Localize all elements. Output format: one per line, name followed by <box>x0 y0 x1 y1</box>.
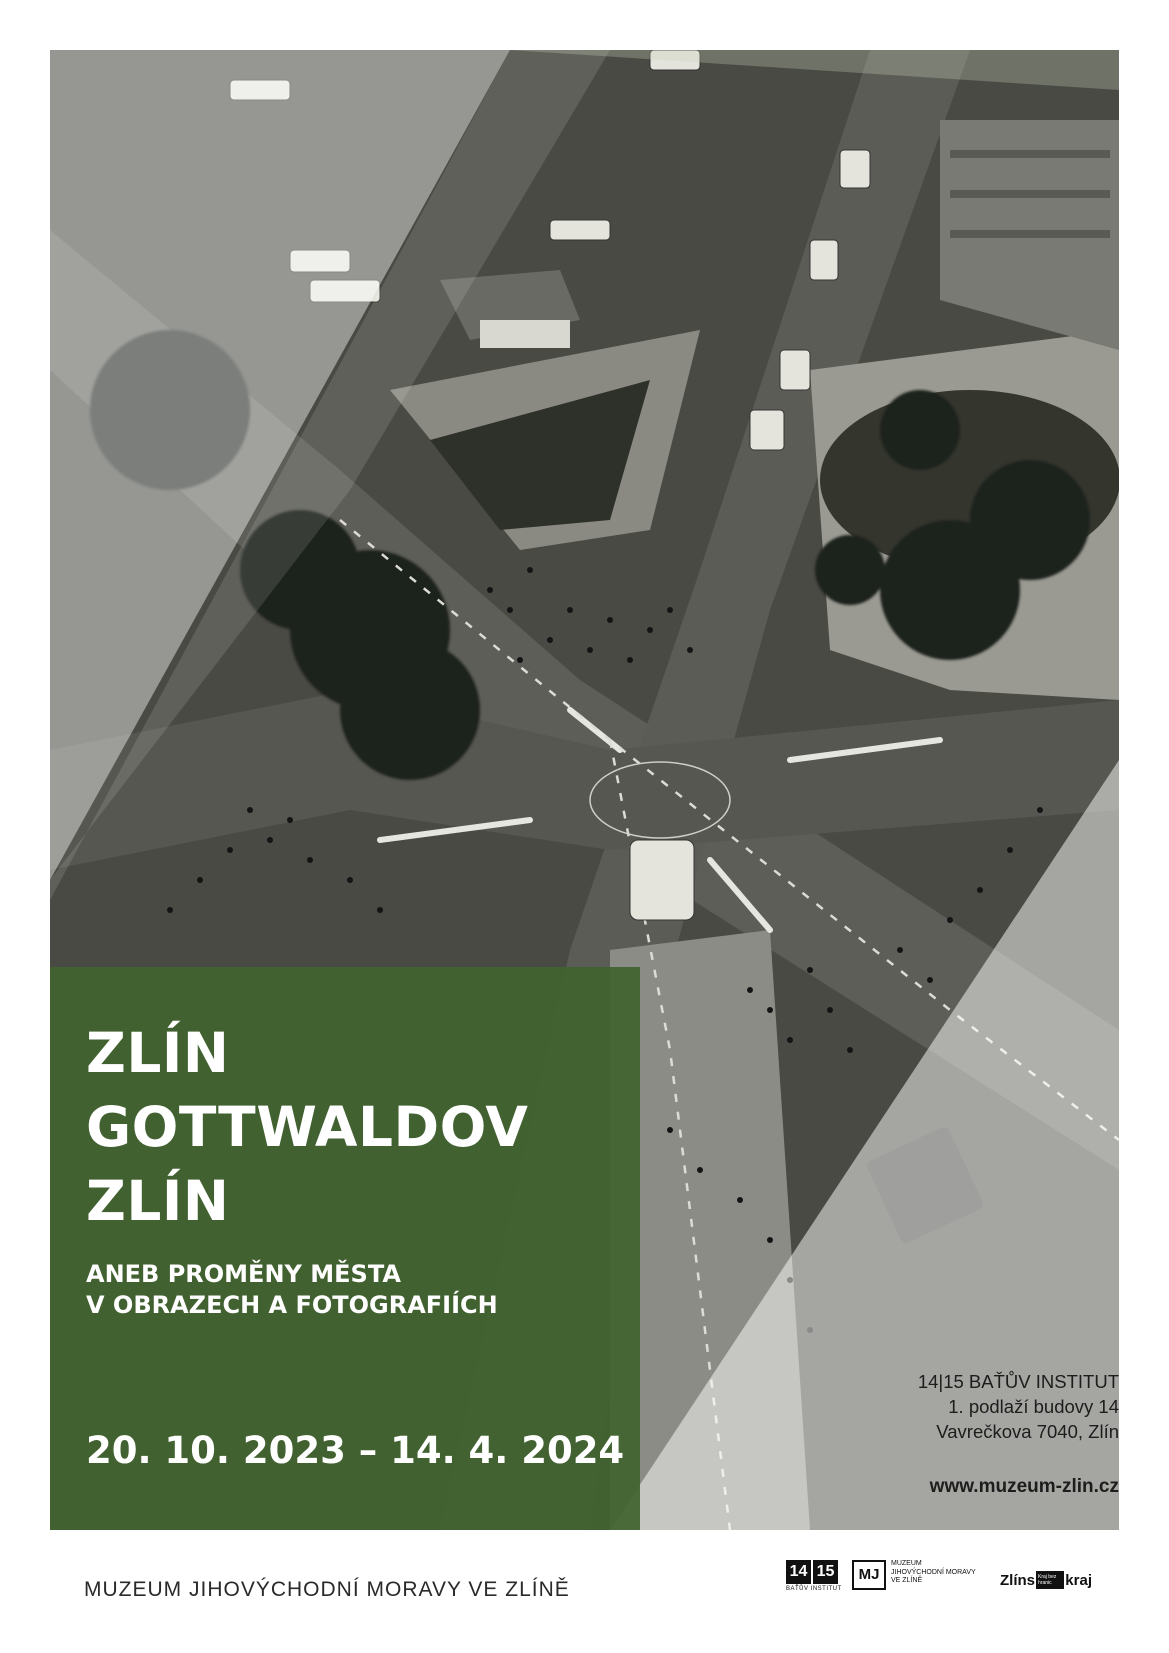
museum-name: MUZEUM JIHOVÝCHODNÍ MORAVY VE ZLÍNĚ <box>84 1578 570 1601</box>
batuv-institut-logo <box>786 1560 840 1600</box>
museum-logo <box>852 1560 982 1600</box>
zlinsky-kraj-logo <box>1000 1566 1092 1594</box>
title-panel <box>50 967 640 1530</box>
subtitle-line-1: ANEB PROMĚNY MĚSTA <box>86 1260 401 1288</box>
museum-logo-mark: MJ <box>852 1560 886 1590</box>
kraj-logo-badge: Kraj bez hranic <box>1036 1571 1064 1589</box>
subtitle-line-2: V OBRAZECH A FOTOGRAFIÍCH <box>86 1291 498 1319</box>
title-line-3: ZLÍN <box>86 1169 230 1233</box>
exhibition-dates: 20. 10. 2023 – 14. 4. 2024 <box>86 1429 625 1472</box>
museum-logo-line-2: JIHOVÝCHODNÍ MORAVY <box>891 1568 976 1576</box>
website-link[interactable]: www.muzeum-zlin.cz <box>929 1476 1119 1497</box>
venue-line-2: 1. podlaží budovy 14 <box>948 1396 1119 1417</box>
venue-line-3: Vavrečkova 7040, Zlín <box>936 1421 1119 1442</box>
museum-logo-line-1: MUZEUM <box>891 1560 922 1567</box>
logo-bi-caption: BAŤŮV INSTITUT <box>786 1586 842 1592</box>
title-line-2: GOTTWALDOV <box>86 1095 529 1159</box>
kraj-logo-part-2: kraj <box>1065 1571 1092 1589</box>
venue-line-1: 14|15 BAŤŮV INSTITUT <box>917 1371 1119 1392</box>
title-line-1: ZLÍN <box>86 1021 230 1085</box>
logo-num-b: 15 <box>813 1560 838 1584</box>
venue-info <box>819 1369 1119 1444</box>
logo-num-a: 14 <box>786 1560 811 1584</box>
museum-logo-line-3: VE ZLÍNĚ <box>891 1577 923 1584</box>
kraj-logo-part-1: Zlíns <box>1000 1571 1036 1589</box>
